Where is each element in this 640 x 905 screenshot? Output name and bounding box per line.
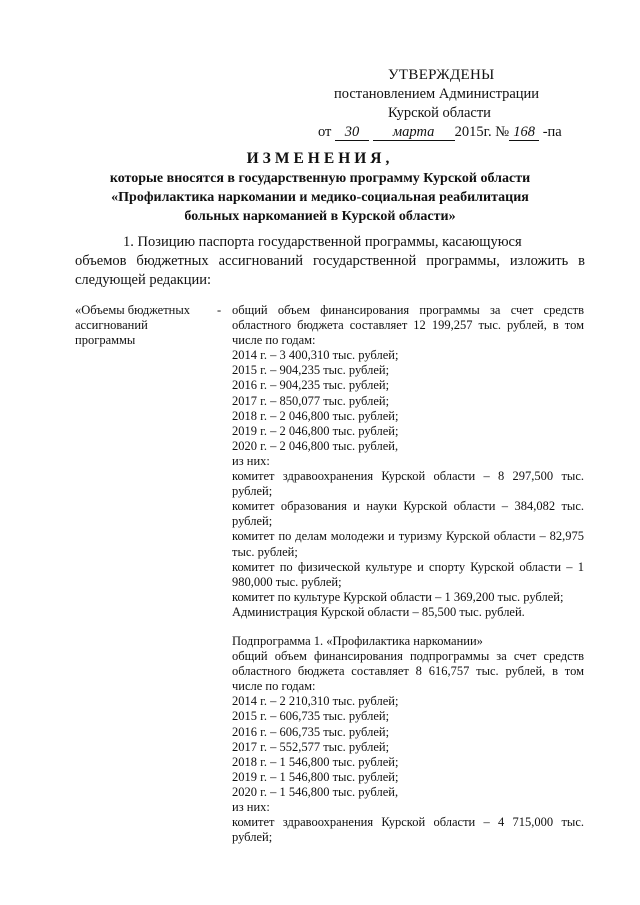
approved-heading: УТВЕРЖДЕНЫ — [388, 67, 495, 83]
agency-line: комитет образования и науки Курской области – 384,082 тыс. рублей; — [232, 499, 584, 529]
year-line: 2019 г. – 2 046,800 тыс. рублей; — [232, 423, 399, 438]
intro-paragraph — [75, 233, 585, 290]
of-them-label: из них: — [232, 800, 270, 814]
subprogram-title: Подпрограмма 1. «Профилактика наркомании» — [232, 633, 483, 648]
passport-content — [232, 303, 584, 845]
subprogram-total: общий объем финансирования подпрограммы за счет средств областного бюджета составляет 8 616,757 тыс. рублей, в том числе по годам: — [232, 649, 584, 694]
year-line: 2014 г. – 2 210,310 тыс. рублей; — [232, 694, 399, 709]
year-line: 2019 г. – 1 546,800 тыс. рублей; — [232, 769, 399, 784]
decree-year: 2015г. № — [454, 124, 510, 140]
label-line: ассигнований — [75, 318, 148, 332]
label-line: «Объемы бюджетных — [75, 303, 191, 317]
year-line: 2020 г. – 2 046,800 тыс. рублей, — [232, 438, 399, 453]
agency-line: комитет по культуре Курской области – 1 369,200 тыс. рублей; — [232, 589, 564, 604]
decree-number: 168 — [509, 125, 539, 141]
of-them-label: из них: — [232, 453, 270, 468]
approved-region: Курской области — [388, 105, 491, 121]
title-line: больных наркоманией в Курской области» — [184, 209, 456, 224]
year-line: 2015 г. – 606,735 тыс. рублей; — [232, 709, 390, 724]
year-line: 2016 г. – 904,235 тыс. рублей; — [232, 378, 390, 393]
date-prefix: от — [318, 124, 332, 140]
intro-continuation: объемов бюджетных ассигнований государственной программы, изложить в следующей редакции: — [75, 253, 585, 288]
agency-line: комитет по физической культуре и спорту Курской области – 1 980,000 тыс. рублей; — [232, 559, 584, 589]
document-title — [60, 149, 580, 226]
agency-line: комитет здравоохранения Курской области – 8 297,500 тыс. рублей; — [232, 469, 584, 499]
passport-label — [75, 303, 225, 348]
title-heading: ИЗМЕНЕНИЯ, — [246, 150, 394, 167]
decree-date-line — [318, 123, 618, 142]
year-line: 2015 г. – 904,235 тыс. рублей; — [232, 363, 390, 378]
year-line: 2018 г. – 1 546,800 тыс. рублей; — [232, 754, 399, 769]
year-line: 2017 г. – 552,577 тыс. рублей; — [232, 739, 390, 754]
decree-day: 30 — [335, 125, 369, 141]
agency-line: комитет здравоохранения Курской области – 4 715,000 тыс. рублей; — [232, 815, 584, 845]
title-line: которые вносятся в государственную программу Курской области — [109, 171, 531, 186]
approved-by-decree: постановлением Администрации — [334, 86, 540, 102]
label-dash: - — [217, 303, 222, 317]
year-line: 2014 г. – 3 400,310 тыс. рублей; — [232, 348, 399, 363]
title-line: «Профилактика наркомании и медико-социальная реабилитация — [111, 190, 529, 205]
decree-suffix: -па — [542, 124, 562, 140]
intro-first-line: 1. Позицию паспорта государственной программы, касающуюся — [123, 234, 522, 250]
year-line: 2016 г. – 606,735 тыс. рублей; — [232, 724, 390, 739]
decree-month: марта — [373, 125, 455, 141]
agency-line: Администрация Курской области – 85,500 тыс. рублей. — [232, 604, 525, 619]
agency-line: комитет по делам молодежи и туризму Курской области – 82,975 тыс. рублей; — [232, 529, 584, 559]
program-total: общий объем финансирования программы за счет средств областного бюджета составляет 12 199,257 тыс. рублей, в том числе по годам: — [232, 303, 584, 348]
approval-stamp — [318, 66, 618, 142]
year-line: 2020 г. – 1 546,800 тыс. рублей, — [232, 784, 399, 799]
label-line: программы — [75, 333, 136, 347]
spacer — [232, 620, 584, 634]
year-line: 2018 г. – 2 046,800 тыс. рублей; — [232, 408, 399, 423]
year-line: 2017 г. – 850,077 тыс. рублей; — [232, 393, 390, 408]
